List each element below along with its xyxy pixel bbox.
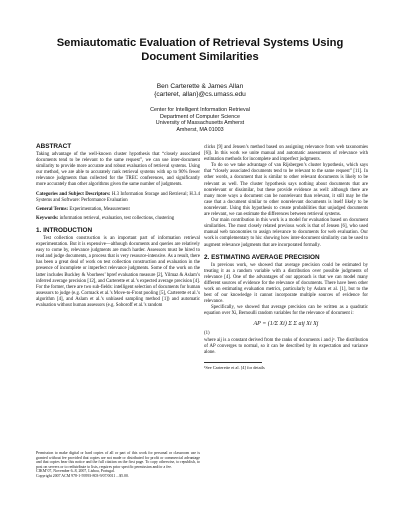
introduction-text: Test collection construction is an important part of information retrieval experimentation. But it is expensive—although documents and queries are relatively easy to come by, relevance judgments are much harder. Assessors must be hired to read and judge documents, a process that is very resource-intensive. As a result, there has been a great deal of work on test collection construction and evaluation in the presence of incomplete or imperfect relevance judgments. Some of the work on the latter includes Buckley & Voorhees’ bpref evaluation measure [2], Yilmaz & Aslam’s inferred average precision [12], and Carterette et al.’s expected average precision [4]. For the former, there are two sub-fields: intelligent selection of documents for human assessors to judge (e.g. Cormack et al.’s Move-to-Front pooling [5], Carterette et al.’s algorithm [4], and Aslam et al.’s unbiased sampling method [1]) and automatic evaluation without human assessors (e.g. Soboroff et al.’s random xyxy=(36,235,200,308)
title-line-2: Document Similarities xyxy=(141,51,259,63)
permission-text: Permission to make digital or hard copies of all or part of this work for personal or classroom use is granted without fee provided that copies are not made or distributed for profit or commercial advantage and that copies bear this notice and the full citation on the first page. To copy otherwise, to republish, to post on servers or to redistribute to lists, requires prior specific permission and/or a fee. xyxy=(36,451,200,469)
abstract-heading: ABSTRACT xyxy=(36,143,72,150)
author-block xyxy=(20,83,380,100)
general-terms-text: Experimentation, Measurement xyxy=(69,206,130,212)
general-terms-line xyxy=(36,207,200,213)
paper-title xyxy=(20,36,380,64)
abstract-text: Taking advantage of the well-known cluster hypothesis that “closely associated documents tend to be relevant to the same request”, we can use inter-document similarity to provide more accurate and robust evaluation of retrieval systems. Using our method, we are able to accurately rank retrieval systems with up to 90% fewer relevance judgments than collected for the TREC conferences, and significantly more accurately than other algorithms given the same number of judgments. xyxy=(36,152,200,188)
right-paragraph-2: To do so we take advantage of van Rijsbergen’s cluster hypothesis, which says that “closely associated documents tend to be relevant to the same request” [11]. In other words, a document that is similar to other relevant documents is likely to be relevant as well. The cluster hypothesis says nothing about documents that are nonrelevant or dissimilar, but these provide evidence as well: although there are many more ways a document can be nonrelevant than relevant, it still may be the case that a document similar to other nonrelevant documents is itself likely to be nonrelevant. Using this hypothesis to create probabilities that unjudged documents are relevant, we can estimate the differences between retrieval systems. xyxy=(204,163,368,218)
affiliation-line-3: University of Massachusetts Amherst xyxy=(155,120,245,127)
right-paragraph-5: Specifically, we showed that average precision can be written as a quadratic equation over Xi, Bernoulli random variables for the relevance of document i: xyxy=(204,305,368,317)
title-line-1: Semiautomatic Evaluation of Retrieval Systems Using xyxy=(56,37,344,49)
keywords-text: information retrieval, evaluation, test collections, clustering xyxy=(59,215,175,221)
categories-text: H.3 Information Storage and Retrieval; H.3.4 Systems and Software: Performance Evaluation xyxy=(36,191,200,203)
affiliation-line-4: Amherst, MA 01003 xyxy=(176,126,224,133)
keywords-label: Keywords: xyxy=(36,215,59,221)
keywords-line xyxy=(36,216,200,222)
ap-equation: AP = (1/Σ Xi) Σ Σ aij Xi Xj xyxy=(253,321,319,328)
authors-email: {carteret, allan}@cs.umass.edu xyxy=(154,91,246,99)
categories-label: Categories and Subject Descriptors: xyxy=(36,191,111,197)
permission-notice xyxy=(36,451,200,479)
equation-number: (1) xyxy=(204,331,210,337)
conference-venue: CIKM’07, November 6–8, 2007, Lisboa, Portugal. xyxy=(36,469,115,474)
affiliation-line-1: Center for Intelligent Information Retrieval xyxy=(150,107,250,113)
right-paragraph-6: where aij is a constant derived from the ranks of documents i and j¹. The distribution of AP converges to normal, so it can be described by its expectation and variance alone. xyxy=(204,337,368,355)
right-column xyxy=(204,145,368,370)
footnote: ¹See Carterette et al. [4] for details xyxy=(204,364,265,370)
equation-block xyxy=(204,321,368,337)
categories-line xyxy=(36,192,200,204)
right-paragraph-1: clicks [9] and Jensen’s method based on assigning relevance from web taxonomies [6]). In this work we unite manual and automatic assessments of relevance with estimation methods for incomplete and imperfect judgments. xyxy=(204,145,368,163)
copyright-line: Copyright 2007 ACM 978-1-59593-803-9/07/0011 ...$5.00. xyxy=(36,473,129,478)
footnote-separator xyxy=(204,362,262,363)
left-column xyxy=(36,143,200,309)
right-paragraph-3: Our main contribution in this work is a model for evaluation based on document similarities. The most closely related previous work is that of Jensen [6], who used manual web taxonomies to assign relevance to documents for web evaluation. Our work is complementary to his: showing how inter-document similarity can be used to augment relevance judgments that are incorporated formally. xyxy=(204,218,368,248)
affiliation-block xyxy=(20,107,380,133)
right-paragraph-4: In previous work, we showed that average precision could be estimated by treating it as a random variable with a distribution over possible judgments of relevance [4]. One of the advantages of our approach is that we can model many different sources of evidence for the relevance of documents. There have been other work on estimating evaluation metrics, particularly by Aslam et al. [1], but to the best of our knowledge it cannot incorporate multiple sources of evidence for relevance. xyxy=(204,262,368,305)
section-2-heading: 2. ESTIMATING AVERAGE PRECISION xyxy=(204,253,320,261)
introduction-heading: 1. INTRODUCTION xyxy=(36,226,93,234)
authors-names: Ben Carterette & James Allan xyxy=(156,83,244,90)
general-terms-label: General Terms: xyxy=(36,206,69,212)
affiliation-line-2: Department of Computer Science xyxy=(160,113,240,120)
